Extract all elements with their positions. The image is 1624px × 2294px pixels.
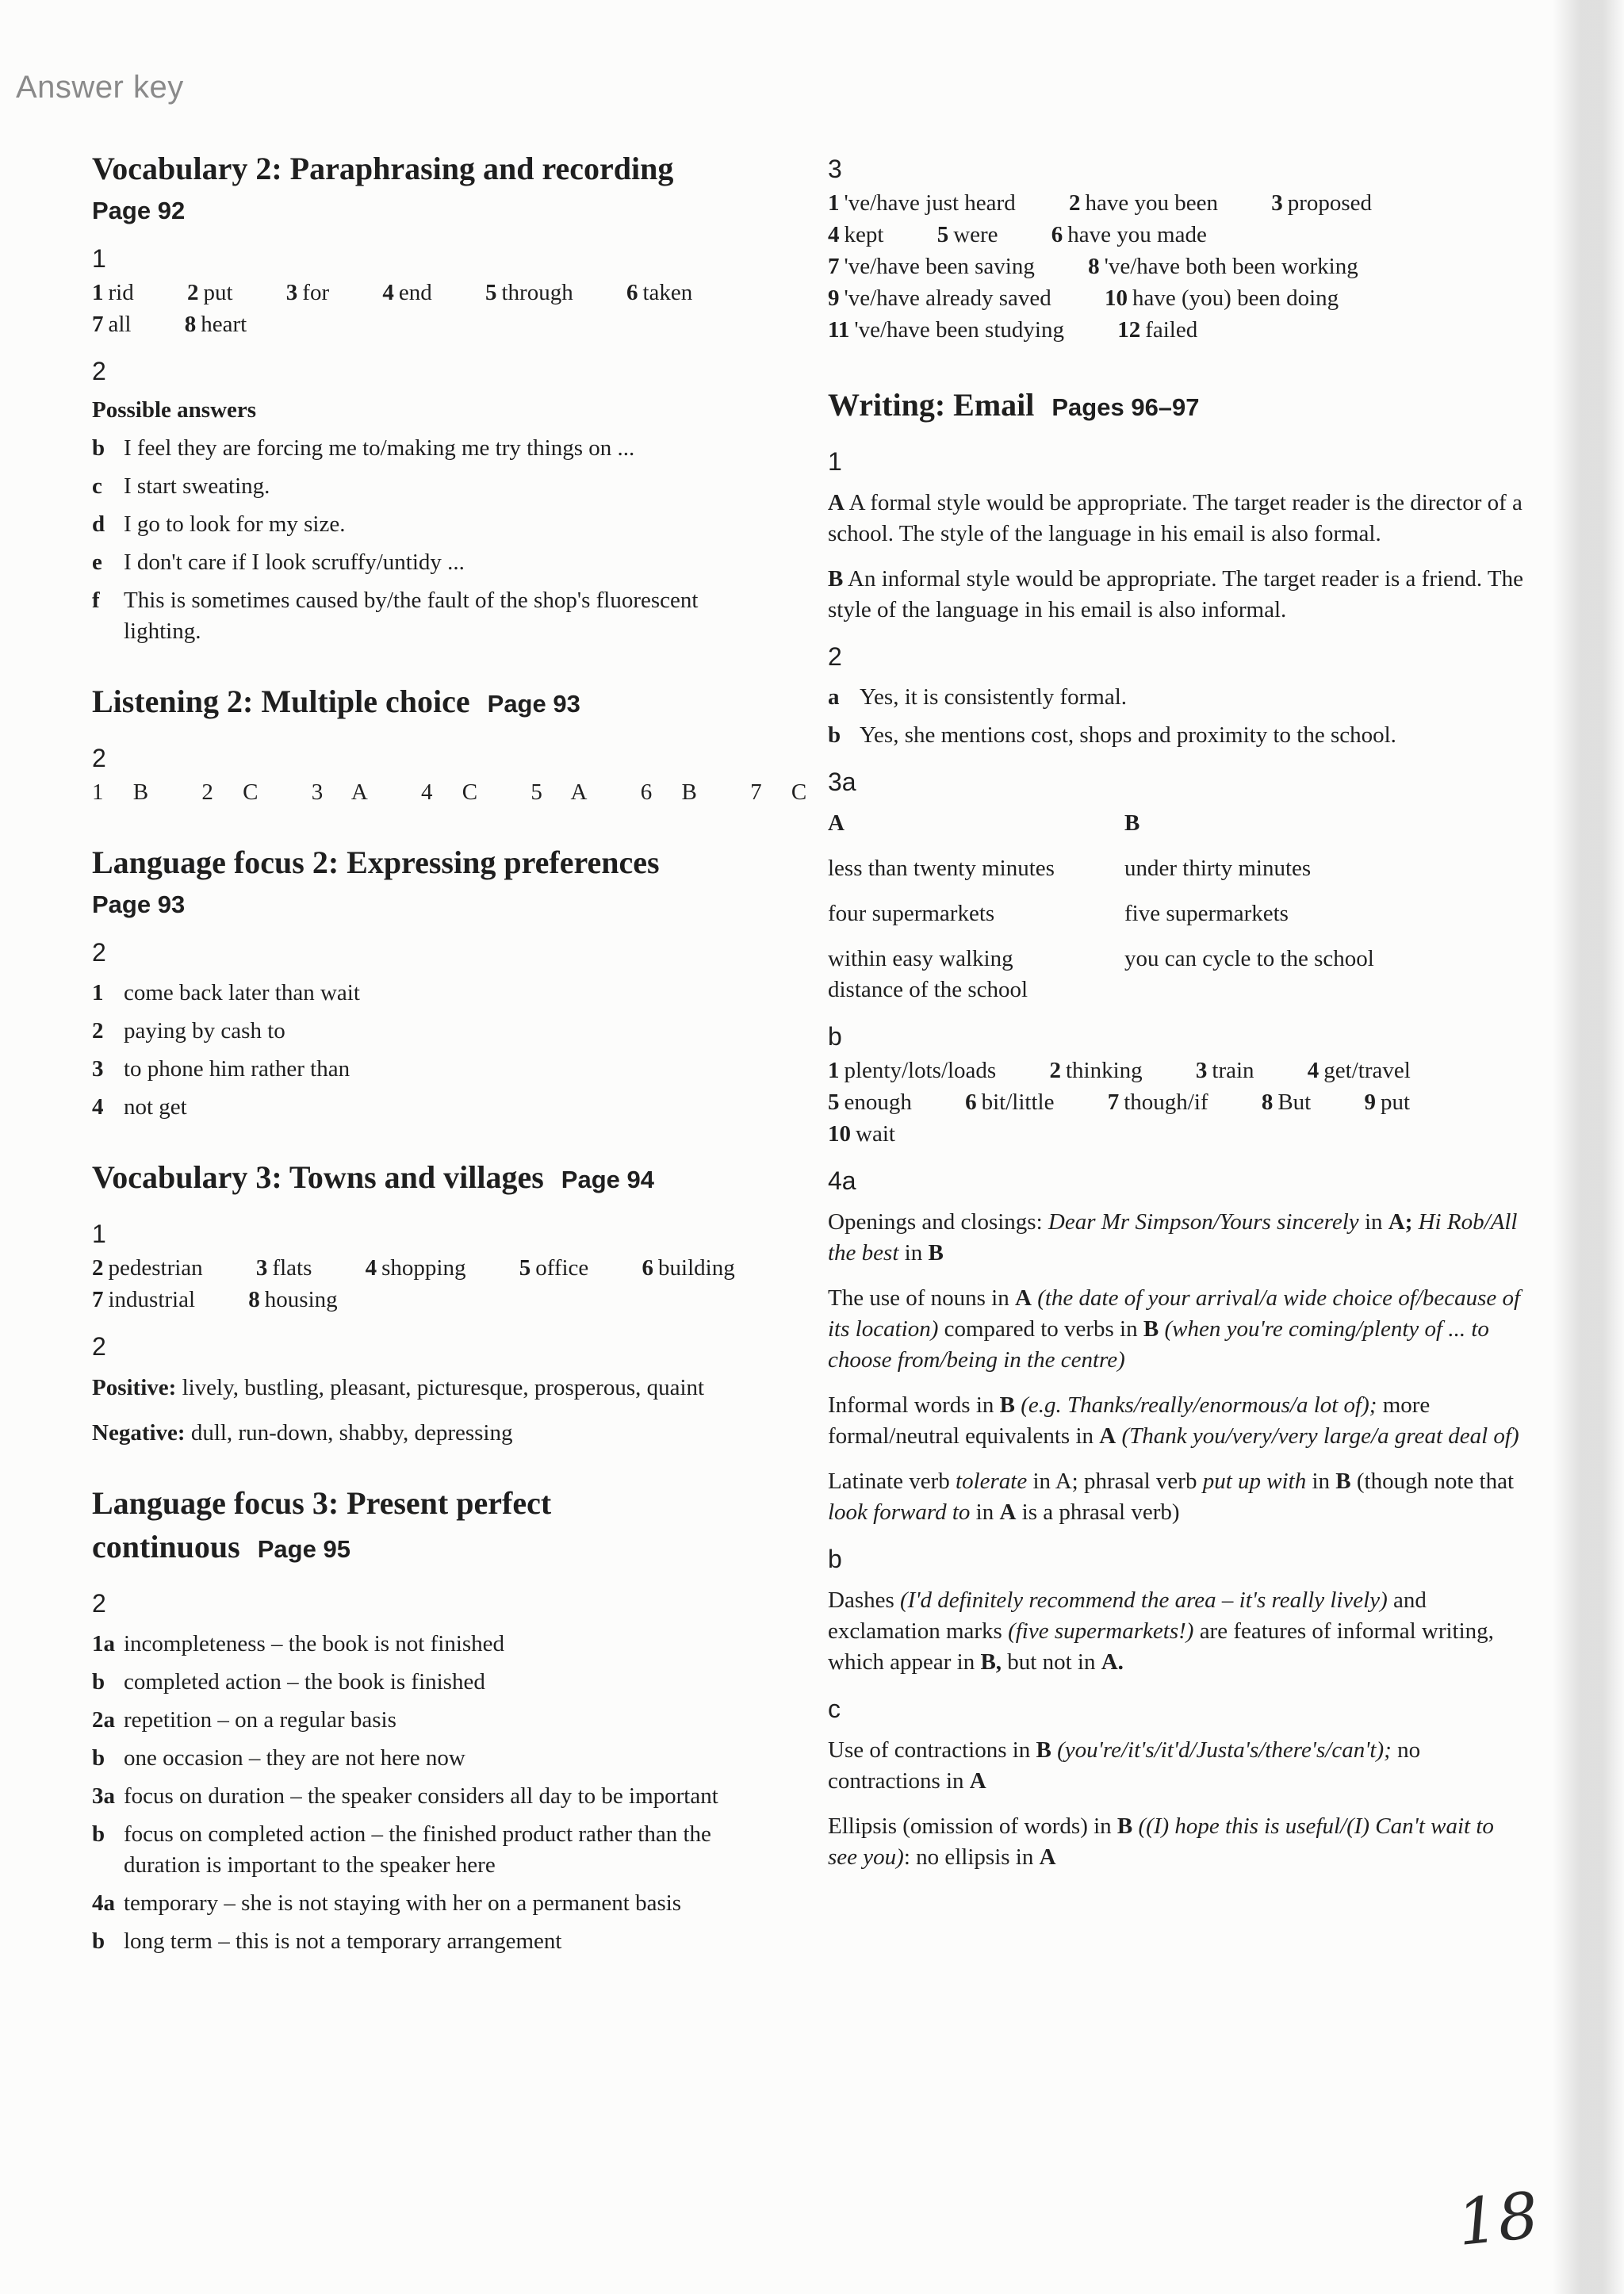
list-item: b long term – this is not a temporary arrangement xyxy=(92,1928,562,1954)
question-number: 2 xyxy=(828,642,842,671)
list-item: b focus on completed action – the finished product rather than the duration is important to the speaker here xyxy=(92,1821,711,1878)
answer-line: 5 enough 6 bit/little 7 though/if 8 But 9 put xyxy=(828,1090,1411,1115)
answer-paragraph: Latinate verb tolerate in A; phrasal verb put up with in B (though note that look forward to in A is a phrasal verb) xyxy=(828,1469,1515,1525)
answer-line: 11 've/have been studying 12 failed xyxy=(828,317,1198,343)
list-item: 1a incompleteness – the book is not finished xyxy=(92,1631,505,1656)
answer-line: 1 B 2 C 3 A 4 C 5 A 6 B 7 C xyxy=(92,779,807,805)
question-number: 4a xyxy=(828,1166,856,1195)
list-item: 2 paying by cash to xyxy=(92,1018,285,1044)
table-cell: five supermarkets xyxy=(1124,901,1289,926)
answer-line: 10 wait xyxy=(828,1121,895,1147)
list-item: f This is sometimes caused by/the fault of the shop's fluorescent lighting. xyxy=(92,588,699,644)
answer-line: 1 plenty/lots/loads 2 thinking 3 train 4 get/travel xyxy=(828,1058,1411,1083)
question-number: 1 xyxy=(92,244,106,273)
table-cell: within easy walking distance of the school xyxy=(828,946,1028,1002)
table-cell: under thirty minutes xyxy=(1124,856,1312,881)
section-title: Language focus 3: Present perfect xyxy=(92,1485,552,1521)
answer-line: 9 've/have already saved 10 have (you) been doing xyxy=(828,285,1339,311)
section-title: Writing: Email Pages 96–97 xyxy=(828,387,1200,423)
answer-paragraph: A A formal style would be appropriate. The target reader is the director of a school. The style of the language in his email is also formal. xyxy=(828,490,1522,546)
positive-adjectives: Positive: lively, bustling, pleasant, picturesque, prosperous, quaint xyxy=(92,1375,705,1400)
list-item: 2a repetition – on a regular basis xyxy=(92,1707,396,1733)
section-title: Vocabulary 2: Paraphrasing and recording xyxy=(92,151,674,186)
right-column xyxy=(828,151,1526,1909)
left-column xyxy=(92,151,807,1993)
handwritten-page-number: 18 xyxy=(1454,2177,1542,2261)
question-number: 1 xyxy=(92,1220,106,1248)
answer-paragraph: The use of nouns in A (the date of your arrival/a wide choice of/because of its location) compared to verbs in B (when you're coming/plenty of ... to choose from/being in the centre) xyxy=(828,1285,1521,1373)
section-listening-2 xyxy=(92,684,807,808)
list-item: 1 come back later than wait xyxy=(92,980,360,1005)
question-number: 2 xyxy=(92,357,106,385)
section-language-focus-2 xyxy=(92,844,774,1123)
question-number: 2 xyxy=(92,938,106,967)
answer-line: 2 pedestrian 3 flats 4 shopping 5 office 6 building xyxy=(92,1255,735,1281)
section-page: Page 92 xyxy=(92,197,186,224)
answer-line: 7 've/have been saving 8 've/have both been working xyxy=(828,254,1358,279)
table-cell: less than twenty minutes xyxy=(828,856,1055,881)
possible-answers-label: Possible answers xyxy=(92,397,257,423)
list-item: d I go to look for my size. xyxy=(92,511,346,537)
answer-line: 1 rid 2 put 3 for 4 end 5 through 6 taken xyxy=(92,280,693,305)
answer-paragraph: Openings and closings: Dear Mr Simpson/Yours sincerely in A; Hi Rob/All the best in B xyxy=(828,1209,1518,1266)
column-header-a: A xyxy=(828,810,845,836)
answer-line: 1 've/have just heard 2 have you been 3 proposed xyxy=(828,190,1373,216)
question-number: 3a xyxy=(828,768,856,796)
list-item: c I start sweating. xyxy=(92,473,270,499)
section-title-line-2: continuous Page 95 xyxy=(92,1529,350,1564)
question-number: b xyxy=(828,1022,842,1051)
section-vocabulary-2 xyxy=(92,151,774,647)
answer-paragraph: Use of contractions in B (you're/it's/it'd/Justa's/there's/can't); no contractions in A xyxy=(828,1737,1421,1794)
page-label: Answer key xyxy=(16,70,184,105)
answer-paragraph: Ellipsis (omission of words) in B ((I) hope this is useful/(I) Can't wait to see you): no ellipsis in A xyxy=(828,1813,1494,1870)
list-item: e I don't care if I look scruffy/untidy ... xyxy=(92,550,465,575)
answer-line: 7 industrial 8 housing xyxy=(92,1287,338,1312)
question-number: b xyxy=(828,1545,842,1573)
list-item: 3 to phone him rather than xyxy=(92,1056,350,1082)
question-number: 1 xyxy=(828,447,842,476)
negative-adjectives: Negative: dull, run-down, shabby, depressing xyxy=(92,1420,513,1446)
section-page: Page 93 xyxy=(92,890,186,918)
question-number: 2 xyxy=(92,1589,106,1618)
list-item: b one occasion – they are not here now xyxy=(92,1745,465,1771)
list-item: a Yes, it is consistently formal. xyxy=(828,684,1127,710)
column-header-b: B xyxy=(1124,810,1140,836)
section-title: Vocabulary 3: Towns and villages Page 94 xyxy=(92,1159,654,1195)
list-item: b Yes, she mentions cost, shops and proximity to the school. xyxy=(828,722,1396,748)
scan-edge-shadow xyxy=(1553,0,1624,2294)
list-item: 4 not get xyxy=(92,1094,187,1120)
table-cell: you can cycle to the school xyxy=(1124,946,1374,971)
list-item: 4a temporary – she is not staying with her on a permanent basis xyxy=(92,1890,682,1916)
section-title: Language focus 2: Expressing preferences xyxy=(92,844,660,880)
section-vocabulary-3 xyxy=(92,1159,774,1449)
question-number: 2 xyxy=(92,744,106,772)
section-title: Listening 2: Multiple choice Page 93 xyxy=(92,684,580,719)
answer-paragraph: Dashes (I'd definitely recommend the area – it's really lively) and exclamation marks (five supermarkets!) are features of informal writing, which appear in B, but not in A. xyxy=(828,1587,1494,1675)
section-language-focus-3 xyxy=(92,1485,774,1957)
list-item: b I feel they are forcing me to/making me try things on ... xyxy=(92,435,635,461)
answer-line: 7 all 8 heart xyxy=(92,312,247,337)
section-writing-email xyxy=(828,387,1526,1873)
answer-paragraph: B An informal style would be appropriate. The target reader is a friend. The style of the language in his email is also informal. xyxy=(828,566,1523,622)
section-present-perfect-exercise-3 xyxy=(828,151,1526,346)
answer-line: 4 kept 5 were 6 have you made xyxy=(828,222,1207,247)
question-number: c xyxy=(828,1695,841,1723)
list-item: b completed action – the book is finished xyxy=(92,1669,485,1695)
answer-paragraph: Informal words in B (e.g. Thanks/really/enormous/a lot of); more formal/neutral equivalents in A (Thank you/very/very large/a great deal of) xyxy=(828,1392,1519,1449)
table-cell: four supermarkets xyxy=(828,901,995,926)
comparison-table xyxy=(828,808,1526,1005)
question-number: 2 xyxy=(92,1332,106,1361)
question-number: 3 xyxy=(828,155,842,183)
list-item: 3a focus on duration – the speaker considers all day to be important xyxy=(92,1783,718,1809)
